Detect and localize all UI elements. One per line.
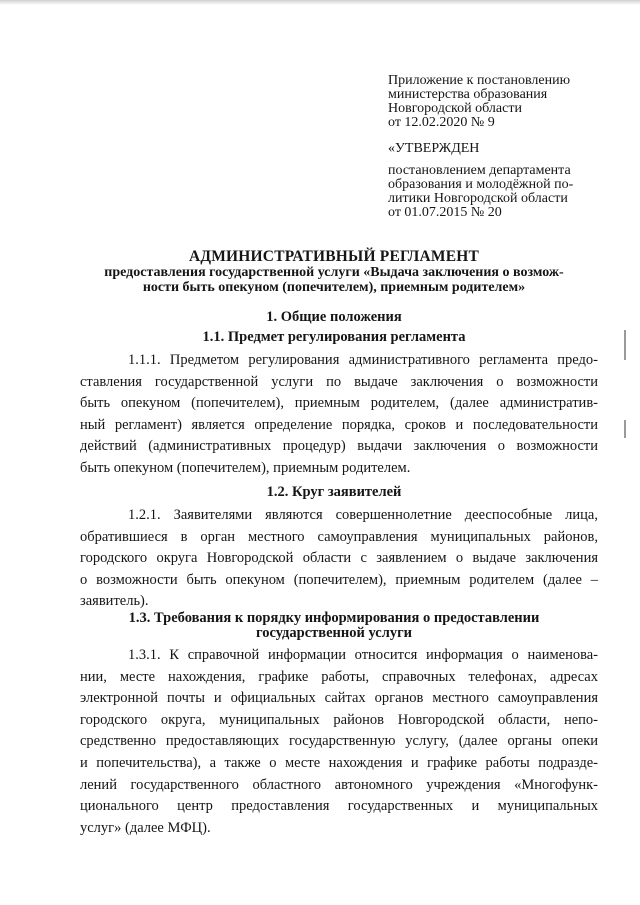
paragraph-1-1-1 <box>80 350 598 480</box>
paragraph-line: ставления государственной услуги по выдаче заключения о возможности <box>80 373 598 390</box>
scan-margin-mark <box>624 330 626 360</box>
paragraph-line: обратившиеся в орган местного самоуправления муниципальных районов, <box>80 528 598 545</box>
paragraph-line: услуг» (далее МФЦ). <box>80 819 211 836</box>
annex-line: министерства образования <box>388 87 548 102</box>
paragraph-1-3-1 <box>80 645 598 839</box>
paragraph-1-2-1 <box>80 505 598 613</box>
section-heading-1-1: 1.1. Предмет регулирования регламента <box>202 329 466 345</box>
paragraph-line: городского округа Новгородской области с заявлением о выдаче заключения <box>80 550 598 567</box>
paragraph-line: заявитель). <box>80 593 149 610</box>
section-heading-1-2: 1.2. Круг заявителей <box>266 484 402 500</box>
section-heading-1: 1. Общие положения <box>266 309 402 325</box>
scan-margin-mark <box>624 420 626 438</box>
paragraph-line: 1.2.1. Заявителями являются совершеннолетние дееспособные лица, <box>128 507 598 523</box>
document-title: АДМИНИСТРАТИВНЫЙ РЕГЛАМЕНТ <box>188 248 480 265</box>
paragraph-line: и попечительства), а также о месте нахождения и графике работы подразде- <box>80 754 598 771</box>
section-heading-1-3 <box>80 611 588 641</box>
document-subtitle-line: предоставления государственной услуги «Выдача заключения о возмож- <box>104 265 564 280</box>
annex-line: от 12.02.2020 № 9 <box>388 115 495 130</box>
approval-stamp-text <box>388 142 588 220</box>
annex-line: Новгородской области <box>388 101 522 116</box>
section-heading-line: 1.3. Требования к порядку информирования о предоставлении <box>128 610 540 626</box>
section-heading-line: государственной услуги <box>255 625 413 641</box>
paragraph-line: действий (административных процедур) выдачи заключения о возможности <box>80 438 598 455</box>
scan-edge <box>0 0 640 5</box>
paragraph-line: быть опекуном (попечителем), приемным родителем, (далее административ- <box>80 395 598 412</box>
paragraph-line: ный регламент) является определение порядка, сроков и последовательности <box>80 416 598 433</box>
document-title-block <box>80 248 588 295</box>
approved-heading: «УТВЕРЖДЕН <box>388 141 480 156</box>
approved-line: от 01.07.2015 № 20 <box>388 205 502 220</box>
approved-line: литики Новгородской области <box>388 191 568 206</box>
paragraph-line: 1.3.1. К справочной информации относится информация о наименова- <box>128 647 598 663</box>
paragraph-line: быть опекуном (попечителем), приемным родителем. <box>80 459 411 476</box>
paragraph-line: 1.1.1. Предметом регулирования административного регламента предо- <box>128 352 598 368</box>
paragraph-line: электронной почты и официальных сайтах органов местного самоуправления <box>80 690 598 707</box>
paragraph-line: средственно предоставляющих государственную услугу, (далее органы опеки <box>80 733 598 750</box>
document-subtitle-line: ности быть опекуном (попечителем), приемным родителем» <box>142 280 526 295</box>
paragraph-line: о возможности быть опекуном (попечителем), приемным родителем (далее – <box>80 571 598 588</box>
paragraph-line: нии, месте нахождения, графике работы, справочных телефонах, адресах <box>80 668 598 685</box>
paragraph-line: лений государственного областного автономного учреждения «Многофунк- <box>80 776 598 793</box>
approved-line: постановлением департамента <box>388 163 571 178</box>
paragraph-line: ционального центр предоставления государственных и муниципальных <box>80 798 598 815</box>
annex-note <box>388 74 618 130</box>
annex-line: Приложение к постановлению <box>388 73 571 88</box>
approved-line: образования и молодёжной по- <box>388 177 574 192</box>
paragraph-line: городского округа, муниципальных районов Новгородской области, непо- <box>80 711 598 728</box>
